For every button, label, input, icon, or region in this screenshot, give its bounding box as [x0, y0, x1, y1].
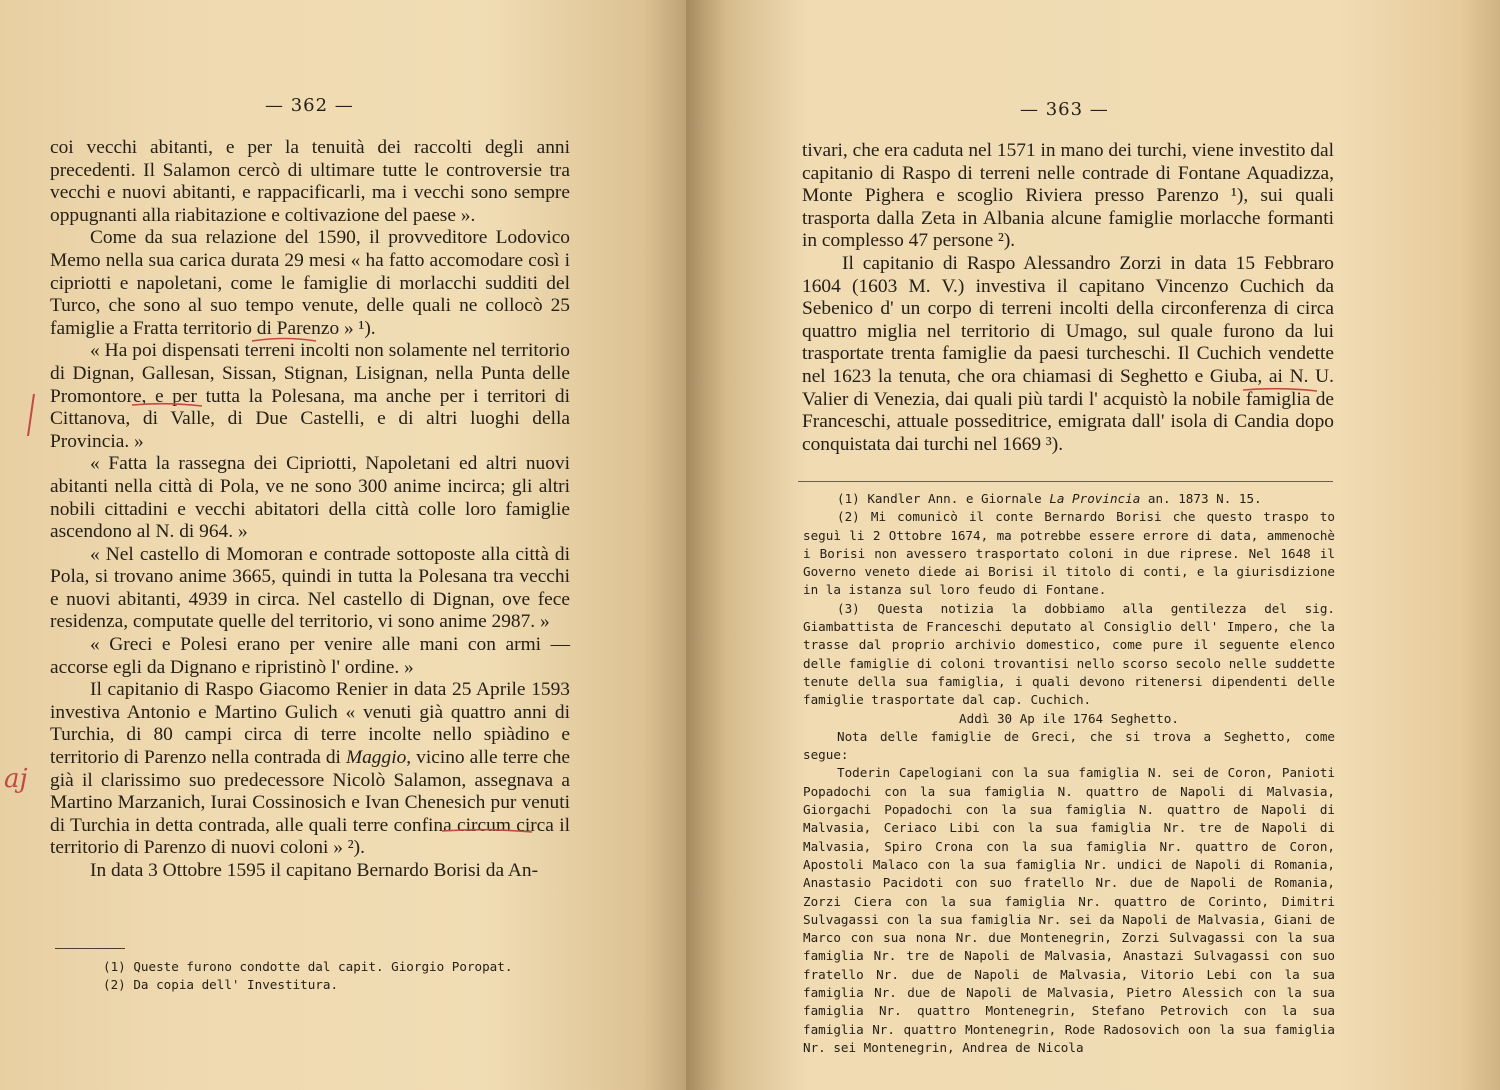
right-footnote-3: (3) Questa notizia la dobbiamo alla gentilezza del sig. Giambattista de Franceschi deputato al Consiglio dell' Impero, che la trasse dal proprio archivio domestico, come pure il seguente elenco delle famiglie di coloni trovantisi nello scorso secolo nelle suddette tenute della sua famiglia, i quali devono ritenersi dipendenti delle famiglie trasportate dal cap. Cuchich. [803, 600, 1335, 708]
right-paragraph-1: tivari, che era caduta nel 1571 in mano dei turchi, viene investito dal capitanio di Raspo di terreni nelle contrade di Fontane Aquadizza, Monte Pighera e scoglio Riviera presso Parenzo ¹), sui quali trasporta dalla Zeta in Albania alcune famiglie morlacche formanti in complesso 47 persone ²). [802, 140, 1334, 252]
left-paragraph-5: « Nel castello di Momoran e contrade sottoposte alla città di Pola, si trovano anime 3665, quindi in tutta la Polesana tra vecchi e nuovi abitanti, 4939 in circa. Nel castello di Dignan, ove fece residenza, computate quelle del territorio, vi sono anime 2987. » [50, 543, 570, 633]
underline-seghetto-mark [1241, 385, 1321, 395]
right-footnote-1: (1) Kandler Ann. e Giornale La Provincia an. 1873 N. 15. [837, 491, 1262, 506]
margin-bracket-mark [20, 390, 40, 440]
left-paragraph-8: In data 3 Ottobre 1595 il capitano Bernardo Borisi da An- [90, 860, 539, 881]
left-paragraph-3: « Ha poi dispensati terreni incolti non solamente nel territorio di Dignan, Gallesan, Sissan, Stignan, Lisignan, nella Punta delle Promontore, e per tutta la Polesana, ma anche per i territori di Cittanova, di Valle, di Due Castelli, e di altri luoghi della Provincia. » [50, 340, 570, 452]
underline-fratta-mark [250, 335, 320, 345]
underline-cossinosich-mark [440, 826, 535, 836]
left-footnotes [103, 958, 563, 995]
left-paragraph-1: coi vecchi abitanti, e per la tenuità dei raccolti degli anni precedenti. Il Salamon cercò di ultimare tutte le controversie tra vecchi e nuovi abitanti, e rappacificarli, ma i vecchi sono sempre oppugnanti alla riabitazione e coltivazione del paese ». [50, 137, 570, 226]
left-paragraph-7: Il capitanio di Raspo Giacomo Renier in data 25 Aprile 1593 investiva Antonio e Martino Gulich « venuti già quattro anni di Turchia, di 80 campi circa di terre incolte nello spiàdino e territorio di Parenzo nella contrada di Maggio, vicino alle terre che già il clarissimo suo predecessore Nicolò Salamon, assegnava a Martino Marzanich, Iurai Cossinosich e Ivan Chenesich pur venuti di Turchia in detta contrada, alle quali terre confina circum circa il territorio di Parenzo di nuovi coloni » ²). [50, 679, 570, 859]
underline-promontore-mark [130, 400, 205, 410]
margin-handwritten-note: aj [4, 764, 28, 794]
right-footnote-rule [798, 481, 1333, 482]
left-page [0, 0, 692, 1090]
right-footnote-2: (2) Mi comunicò il conte Bernardo Borisi che questo traspo to seguì li 2 Ottobre 1674, ma potrebbe essere errore di data, ammenochè i Borisi non avessero trasportato coloni in due riprese. Nel 1648 il Governo veneto diede ai Borisi il titolo di conti, e la giurisdizione in la istanza sul loro feudo di Fontane. [803, 509, 1335, 598]
left-footnote-rule [55, 948, 125, 949]
right-footnotes [803, 490, 1335, 1057]
right-page [686, 0, 1500, 1090]
right-footnote-family-list: Toderin Capelogiani con la sua famiglia N. sei de Coron, Panioti Popadochi con la sua famiglia N. quattro de Napoli di Malvasia, Giorgachi Popadochi con la sua famiglia N. quattro de Napoli di Malvasia, Ceriaco Libi con la sua famiglia Nr. tre de Napoli di Malvasia, Spiro Crona con la sua famiglia Nr. quattro de Coron, Apostoli Malaco con la sua famiglia Nr. undici de Napoli di Romania, Anastasio Pacidoti con suo fratello Nr. due de Napoli de Romania, Zorzi Ciera con la sua famiglia Nr. quattro de Corinto, Dimitri Sulvagassi con la sua famiglia Nr. sei da Napoli de Malvasia, Giani de Marco con sua nona Nr. due Montenegrin, Zorzi Sulvagassi con la sua famiglia Nr. tre de Napoli de Malvasia, Anastazi Sulvagassi con suo fratello Nr. due de Napoli de Malvasia, Vitorio Lebi con la sua famiglia Nr. due de Napoli de Malvasia, Pietro Alessich con la sua famiglia Nr. quattro Montenegrin, Stefano Petrovich con la sua famiglia Nr. quattro Montenegrin, Rode Radosovich oon la sua famiglia Nr. sei Montenegrin, Andrea de Nicola [803, 765, 1335, 1055]
right-footnote-date: Addì 30 Ap ile 1764 Seghetto. [959, 710, 1179, 726]
left-paragraph-4: « Fatta la rassegna dei Cipriotti, Napoletani ed altri nuovi abitanti nella città di Pola, ve ne sono 300 anime incirca; gli altri nobili cittadini e vecchi abitatori della città colle loro famiglie ascendono al N. di 964. » [50, 453, 570, 543]
right-page-number: — 363 — [1020, 99, 1109, 120]
right-paragraph-2: Il capitanio di Raspo Alessandro Zorzi in data 15 Febbraro 1604 (1603 M. V.) investiva il capitano Vincenzo Cuchich da Sebenico d' un corpo di terreni incolti della circonferenza di circa quattro miglia nel territorio di Umago, sul quale furono da lui trasportate trenta famiglie da paesi turcheschi. Il Cuchich vendette nel 1623 la tenuta, che ora chiamasi di Seghetto e Giuba, ai N. U. Valier di Venezia, dai quali più tardi l' acquistò la nobile famiglia de Franceschi, attuale posseditrice, emigrata dall' isola di Candia dopo conquistata dai turchi nel 1669 ³). [802, 252, 1334, 455]
left-footnote-2: (2) Da copia dell' Investitura. [103, 977, 339, 993]
left-footnote-1: (1) Queste furono condotte dal capit. Giorgio Poropat. [103, 959, 513, 974]
left-page-number: — 362 — [265, 95, 354, 116]
right-body-text [802, 140, 1334, 456]
right-footnote-heading: Nota delle famiglie de Greci, che si trova a Seghetto, come segue: [803, 728, 1335, 763]
left-body-text [50, 137, 570, 883]
left-paragraph-6: « Greci e Polesi erano per venire alle mani con armi — accorse egli da Dignano e ripristinò l' ordine. » [50, 634, 570, 678]
left-paragraph-2: Come da sua relazione del 1590, il provveditore Lodovico Memo nella sua carica durata 29 mesi « ha fatto accomodare così i cipriotti e napoletani, come le famiglie di morlacchi sudditi del Turco, che sono al suo tempo venute, delle quali ne collocò 25 famiglie a Fratta territorio di Parenzo » ¹). [50, 227, 570, 339]
